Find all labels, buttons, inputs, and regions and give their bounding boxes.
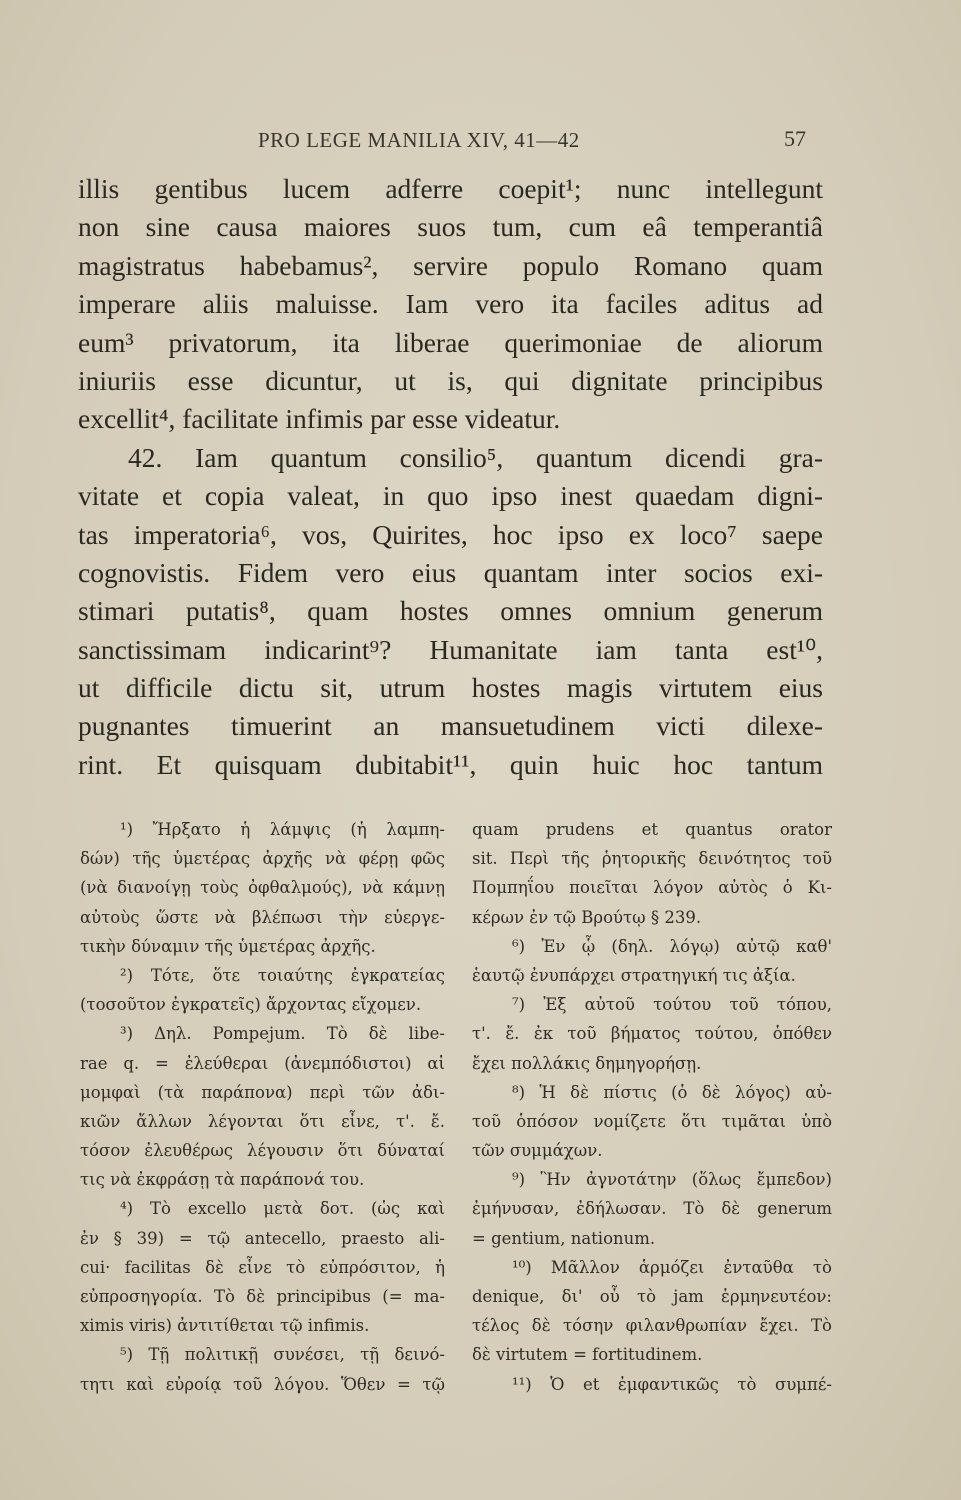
text-line: rint. Et quisquam dubitabit¹¹, quin huic hoc tantum xyxy=(78,748,823,780)
footnote-line: (νὰ διανοίγῃ τοὺς ὀφθαλμούς), νὰ κάμνῃ xyxy=(80,878,445,898)
footnote-line: τῶν συμμάχων. xyxy=(472,1141,603,1161)
footnote-line: δών) τῆς ὑμετέρας ἀρχῆς νὰ φέρῃ φῶς xyxy=(80,849,445,869)
footnote-line: τοῦ ὁπόσον νομίζετε ὅτι τιμᾶται ὑπὸ xyxy=(472,1111,832,1131)
footnote-line: αὐτοὺς ὥστε νὰ βλέπωσι τὴν εὐεργε- xyxy=(80,907,445,927)
footnote-line: Πομπηΐου ποιεῖται λόγον αὐτὸς ὁ Κι- xyxy=(472,878,832,898)
text-line: illis gentibus lucem adferre coepit¹; nunc intellegunt xyxy=(78,173,823,204)
text-line: pugnantes timuerint an mansuetudinem victi dilexe- xyxy=(78,710,823,742)
footnotes-left-column xyxy=(80,815,445,1399)
footnote-line: denique, δι' οὗ τὸ jam ἑρμηνευτέον: xyxy=(472,1287,832,1306)
footnote-line: ⁷) Ἐξ αὐτοῦ τούτου τοῦ τόπου, xyxy=(512,995,832,1015)
footnote-line: τέλος δὲ τόσην φιλανθρωπίαν ἔχει. Τὸ xyxy=(472,1316,832,1336)
text-line: non sine causa maiores suos tum, cum eâ temperantiâ xyxy=(78,211,823,243)
text-line: cognovistis. Fidem vero eius quantam inter socios exi- xyxy=(78,556,823,588)
page-header xyxy=(0,128,961,158)
footnote-line: quam prudens et quantus orator xyxy=(472,820,832,839)
running-title: PRO LEGE MANILIA XIV, 41—42 xyxy=(258,128,580,152)
footnote-line: μομφαὶ (τὰ παράπονα) περὶ τῶν ἀδι- xyxy=(80,1082,445,1102)
text-line: imperare aliis maluisse. Iam vero ita faciles aditus ad xyxy=(78,288,823,320)
footnote-line: ἐν § 39) = τῷ antecello, praesto ali- xyxy=(80,1228,445,1248)
footnote-line: rae q. = ἐλεύθεραι (ἀνεμπόδιστοι) αἱ xyxy=(80,1053,445,1073)
footnote-line: τητι καὶ εὐροίᾳ τοῦ λόγου. Ὅθεν = τῷ xyxy=(80,1374,445,1394)
footnote-line: ⁵) Τῇ πολιτικῇ συνέσει, τῇ δεινό- xyxy=(120,1345,445,1365)
text-line: vitate et copia valeat, in quo ipso inest quaedam digni- xyxy=(78,480,823,512)
footnote-line: ⁴) Τὸ excello μετὰ δοτ. (ὡς καὶ xyxy=(120,1199,445,1219)
footnote-line: sit. Περὶ τῆς ῥητορικῆς δεινότητος τοῦ xyxy=(472,849,832,869)
footnote-line: (τοσοῦτον ἐγκρατεῖς) ἄρχοντας εἴχομεν. xyxy=(80,995,422,1015)
footnote-line: κιῶν ἄλλων λέγονται ὅτι εἶνε, τ'. ἔ. xyxy=(80,1111,445,1131)
footnote-line: ἑαυτῷ ἐνυπάρχει στρατηγική τις ἀξία. xyxy=(472,965,796,985)
footnote-line: τόσον ἐλευθέρως λέγουσιν ὅτι δύναταί xyxy=(80,1141,445,1161)
text-line: excellit⁴, facilitate infimis par esse videatur. xyxy=(78,403,561,435)
footnote-line: ⁹) Ἣν ἀγνοτάτην (ὅλως ἔμπεδον) xyxy=(512,1170,832,1190)
main-latin-text xyxy=(78,170,823,784)
footnote-line: τις νὰ ἐκφράσῃ τὰ παράπονά του. xyxy=(80,1170,365,1190)
footnote-line: ἔχει πολλάκις δημηγορήσῃ. xyxy=(472,1053,702,1073)
text-line: stimari putatis⁸, quam hostes omnes omnium generum xyxy=(78,595,823,627)
footnote-line: τικὴν δύναμιν τῆς ὑμετέρας ἀρχῆς. xyxy=(80,936,376,956)
text-line-section-42: 42. Iam quantum consilio⁵, quantum dicendi gra- xyxy=(128,441,823,473)
footnote-line: = gentium, nationum. xyxy=(472,1228,656,1248)
footnote-line: τ'. ἔ. ἐκ τοῦ βήματος τούτου, ὁπόθεν xyxy=(472,1024,832,1044)
footnote-line: κέρων ἐν τῷ Βρούτῳ § 239. xyxy=(472,907,702,927)
footnote-line: ¹⁰) Μᾶλλον ἁρμόζει ἐνταῦθα τὸ xyxy=(512,1257,832,1277)
text-line: eum³ privatorum, ita liberae querimoniae de aliorum xyxy=(78,326,823,358)
page-number: 57 xyxy=(784,126,806,151)
text-line: iniuriis esse dicuntur, ut is, qui dignitate principibus xyxy=(78,364,823,396)
footnote-line: ²) Τότε, ὅτε τοιαύτης ἐγκρατείας xyxy=(120,965,445,985)
text-line: sanctissimam indicarint⁹? Humanitate iam tanta est¹⁰, xyxy=(78,633,823,665)
text-line: magistratus habebamus², servire populo Romano quam xyxy=(78,249,823,281)
footnote-line: ⁸) Ἡ δὲ πίστις (ὁ δὲ λόγος) αὐ- xyxy=(512,1082,832,1102)
footnote-line: ¹¹) Ὁ et ἐμφαντικῶς τὸ συμπέ- xyxy=(512,1374,832,1394)
text-line: ut difficile dictu sit, utrum hostes magis virtutem eius xyxy=(78,672,823,704)
footnote-line: ¹) Ἤρξατο ἡ λάμψις (ἡ λαμπη- xyxy=(120,820,445,839)
text-line: tas imperatoria⁶, vos, Quirites, hoc ipso ex loco⁷ saepe xyxy=(78,518,823,550)
footnote-line: εὐπροσηγορία. Τὸ δὲ principibus (= ma- xyxy=(80,1287,445,1306)
footnote-line: ἐμήνυσαν, ἐδήλωσαν. Τὸ δὲ generum xyxy=(472,1199,832,1219)
footnote-line: ximis viris) ἀντιτίθεται τῷ infimis. xyxy=(80,1316,370,1336)
footnote-line: ⁶) Ἐν ᾧ (δηλ. λόγῳ) αὐτῷ καθ' xyxy=(512,936,832,956)
footnotes-right-column xyxy=(472,815,832,1399)
footnote-line: cui· facilitas δὲ εἶνε τὸ εὐπρόσιτον, ἡ xyxy=(80,1257,445,1277)
footnote-line: δὲ virtutem = fortitudinem. xyxy=(472,1345,703,1365)
footnote-line: ³) Δηλ. Pompejum. Τὸ δὲ libe- xyxy=(120,1024,445,1044)
